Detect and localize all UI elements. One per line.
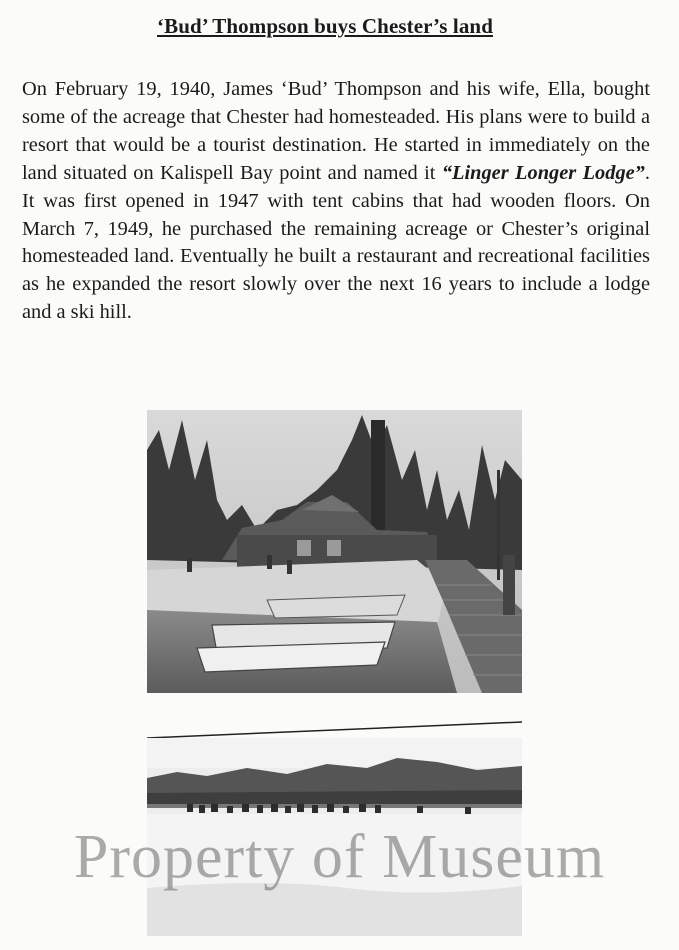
museum-watermark: Property of Museum xyxy=(73,823,606,891)
paragraph-text-part1: On February 19, 1940, James ‘Bud’ Thompson and his wife, Ella, bought some of the acreage that Chester had homesteaded. His plans were to build a resort that would be a tourist destination. He started in immediately on the land situated on Kalispell Bay point and named it xyxy=(22,78,650,184)
separator-line xyxy=(147,710,522,740)
paragraph-text-part2: . It was first opened in 1947 with tent cabins that had wooden floors. On March 7, 1949, he purchased the remaining acreage or Chester’s original homesteaded land. Eventually he built a restaurant and recreational facilities as he expanded the resort slowly over the next 16 years to include a lodge and a ski hill. xyxy=(22,161,650,324)
deer-herd-photo xyxy=(147,738,522,936)
article-paragraph xyxy=(22,76,650,327)
lodge-name: “Linger Longer Lodge” xyxy=(441,161,645,184)
lodge-photo xyxy=(147,410,522,693)
article-title: ‘Bud’ Thompson buys Chester’s land xyxy=(157,14,493,38)
